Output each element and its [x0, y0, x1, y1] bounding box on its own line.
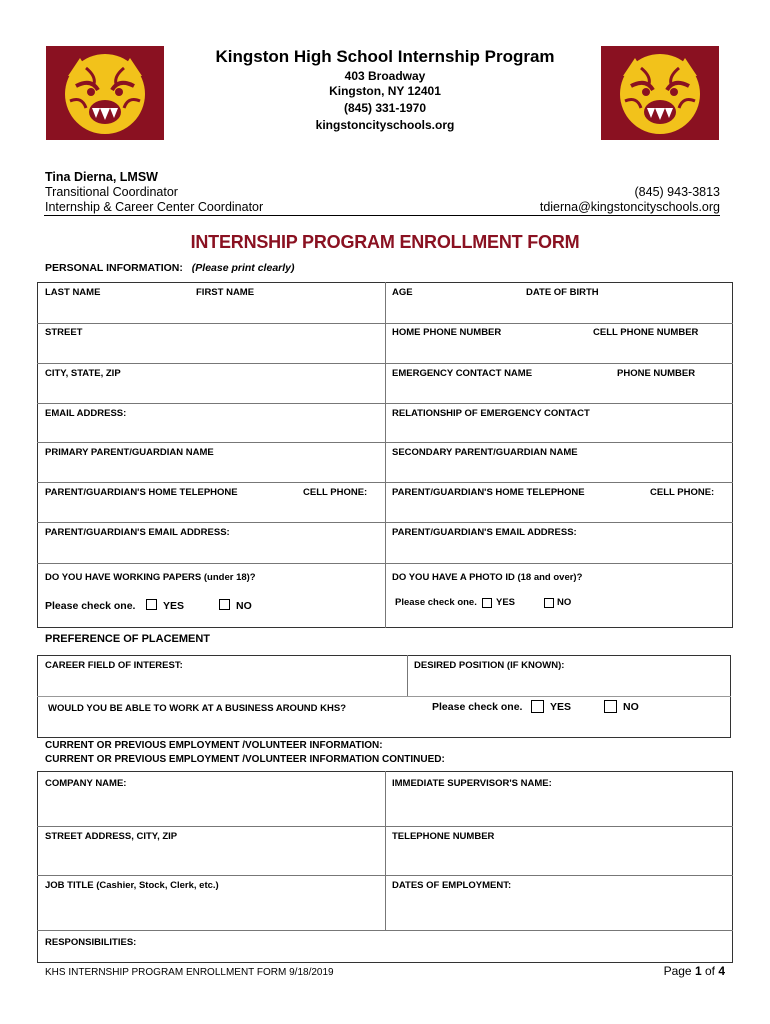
page-prefix: Page: [663, 964, 695, 978]
row-divider: [37, 563, 733, 564]
row-divider: [37, 442, 733, 443]
row-divider: [37, 875, 733, 876]
contact-role-2: Internship & Career Center Coordinator: [45, 200, 264, 214]
career-field-input[interactable]: CAREER FIELD OF INTEREST:: [45, 660, 183, 671]
parent-cell-1-field[interactable]: CELL PHONE:: [303, 487, 368, 498]
row-divider: [37, 403, 733, 404]
tiger-icon: [601, 46, 719, 140]
row-divider: [37, 930, 733, 931]
contact-role-1: Transitional Coordinator: [45, 185, 178, 199]
primary-parent-field[interactable]: PRIMARY PARENT/GUARDIAN NAME: [45, 447, 214, 458]
employment-divider: [385, 771, 386, 930]
working-papers-yes-label: YES: [163, 600, 185, 612]
header-divider: [44, 215, 720, 216]
school-title: Kingston High School Internship Program: [215, 47, 555, 66]
working-papers-no-checkbox[interactable]: [219, 599, 230, 610]
desired-position-input[interactable]: DESIRED POSITION (IF KNOWN):: [414, 660, 565, 671]
emergency-phone-field[interactable]: PHONE NUMBER: [617, 368, 696, 379]
cell-phone-field[interactable]: CELL PHONE NUMBER: [593, 327, 699, 338]
employment-heading-continued: CURRENT OR PREVIOUS EMPLOYMENT /VOLUNTEER INFORMATION CONTINUED:: [45, 754, 445, 765]
row-divider: [37, 323, 733, 324]
row-divider: [37, 522, 733, 523]
supervisor-name-field[interactable]: IMMEDIATE SUPERVISOR'S NAME:: [392, 778, 552, 789]
company-telephone-field[interactable]: TELEPHONE NUMBER: [392, 831, 495, 842]
row-divider: [37, 826, 733, 827]
work-near-khs-question: WOULD YOU BE ABLE TO WORK AT A BUSINESS AROUND KHS?: [48, 703, 347, 714]
responsibilities-field[interactable]: RESPONSIBILITIES:: [45, 937, 137, 948]
parent-cell-2-field[interactable]: CELL PHONE:: [650, 487, 715, 498]
street-field[interactable]: STREET: [45, 327, 83, 338]
row-divider: [37, 482, 733, 483]
school-website: kingstoncityschools.org: [315, 118, 455, 132]
working-papers-yes-checkbox[interactable]: [146, 599, 157, 610]
employment-dates-field[interactable]: DATES OF EMPLOYMENT:: [392, 880, 512, 891]
parent-email-2-field[interactable]: PARENT/GUARDIAN'S EMAIL ADDRESS:: [392, 527, 577, 538]
work-near-no-checkbox[interactable]: [604, 700, 617, 713]
placement-divider: [407, 655, 408, 696]
check-one-label: Please check one.: [432, 701, 523, 713]
secondary-parent-field[interactable]: SECONDARY PARENT/GUARDIAN NAME: [392, 447, 578, 458]
footer-form-id: KHS INTERNSHIP PROGRAM ENROLLMENT FORM 9/18/2019: [45, 967, 334, 978]
photo-id-yes-label: YES: [496, 597, 516, 608]
parent-home-tel-1-field[interactable]: PARENT/GUARDIAN'S HOME TELEPHONE: [45, 487, 238, 498]
page-indicator: [664, 964, 725, 978]
photo-id-no-label: NO: [557, 597, 572, 608]
contact-phone: (845) 943-3813: [634, 185, 720, 199]
check-one-label: Please check one.: [45, 600, 136, 612]
address-line-1: 403 Broadway: [344, 69, 426, 83]
dob-field[interactable]: DATE OF BIRTH: [526, 287, 599, 298]
personal-info-heading-text: PERSONAL INFORMATION:: [45, 262, 183, 274]
job-title-field[interactable]: JOB TITLE (Cashier, Stock, Clerk, etc.): [45, 880, 219, 891]
address-line-2: Kingston, NY 12401: [329, 84, 441, 98]
parent-email-1-field[interactable]: PARENT/GUARDIAN'S EMAIL ADDRESS:: [45, 527, 230, 538]
work-near-yes-label: YES: [550, 701, 572, 713]
last-name-field[interactable]: LAST NAME: [45, 287, 101, 298]
tiger-icon: [46, 46, 164, 140]
page-of: of: [701, 964, 719, 978]
form-title: INTERNSHIP PROGRAM ENROLLMENT FORM: [190, 232, 580, 252]
company-address-field[interactable]: STREET ADDRESS, CITY, ZIP: [45, 831, 178, 842]
company-name-field[interactable]: COMPANY NAME:: [45, 778, 127, 789]
emergency-contact-field[interactable]: EMERGENCY CONTACT NAME: [392, 368, 533, 379]
work-near-yes-checkbox[interactable]: [531, 700, 544, 713]
school-phone: (845) 331-1970: [343, 101, 427, 115]
relationship-field[interactable]: RELATIONSHIP OF EMERGENCY CONTACT: [392, 408, 590, 419]
email-field[interactable]: EMAIL ADDRESS:: [45, 408, 127, 419]
parent-home-tel-2-field[interactable]: PARENT/GUARDIAN'S HOME TELEPHONE: [392, 487, 585, 498]
photo-id-yes-checkbox[interactable]: [482, 598, 492, 608]
age-field[interactable]: AGE: [392, 287, 413, 298]
first-name-field[interactable]: FIRST NAME: [196, 287, 255, 298]
print-clearly-note: (Please print clearly): [191, 262, 295, 274]
working-papers-question: DO YOU HAVE WORKING PAPERS (under 18)?: [45, 572, 256, 583]
photo-id-question: DO YOU HAVE A PHOTO ID (18 and over)?: [392, 572, 583, 583]
row-divider: [37, 696, 731, 697]
home-phone-field[interactable]: HOME PHONE NUMBER: [392, 327, 502, 338]
personal-info-heading: [45, 262, 295, 274]
page-number: 1: [694, 964, 702, 978]
tiger-logo-left: [46, 46, 164, 140]
working-papers-no-label: NO: [236, 600, 252, 612]
check-one-label: Please check one.: [395, 597, 477, 608]
page-total: 4: [718, 964, 725, 978]
contact-name: Tina Dierna, LMSW: [45, 170, 158, 184]
personal-table-divider: [385, 282, 386, 628]
city-state-zip-field[interactable]: CITY, STATE, ZIP: [45, 368, 121, 379]
work-near-no-label: NO: [623, 701, 639, 713]
employment-heading: CURRENT OR PREVIOUS EMPLOYMENT /VOLUNTEER INFORMATION:: [45, 740, 383, 751]
row-divider: [37, 363, 733, 364]
tiger-logo-right: [601, 46, 719, 140]
placement-heading: PREFERENCE OF PLACEMENT: [45, 633, 211, 645]
photo-id-no-checkbox[interactable]: [544, 598, 554, 608]
contact-email: tdierna@kingstoncityschools.org: [539, 200, 720, 214]
